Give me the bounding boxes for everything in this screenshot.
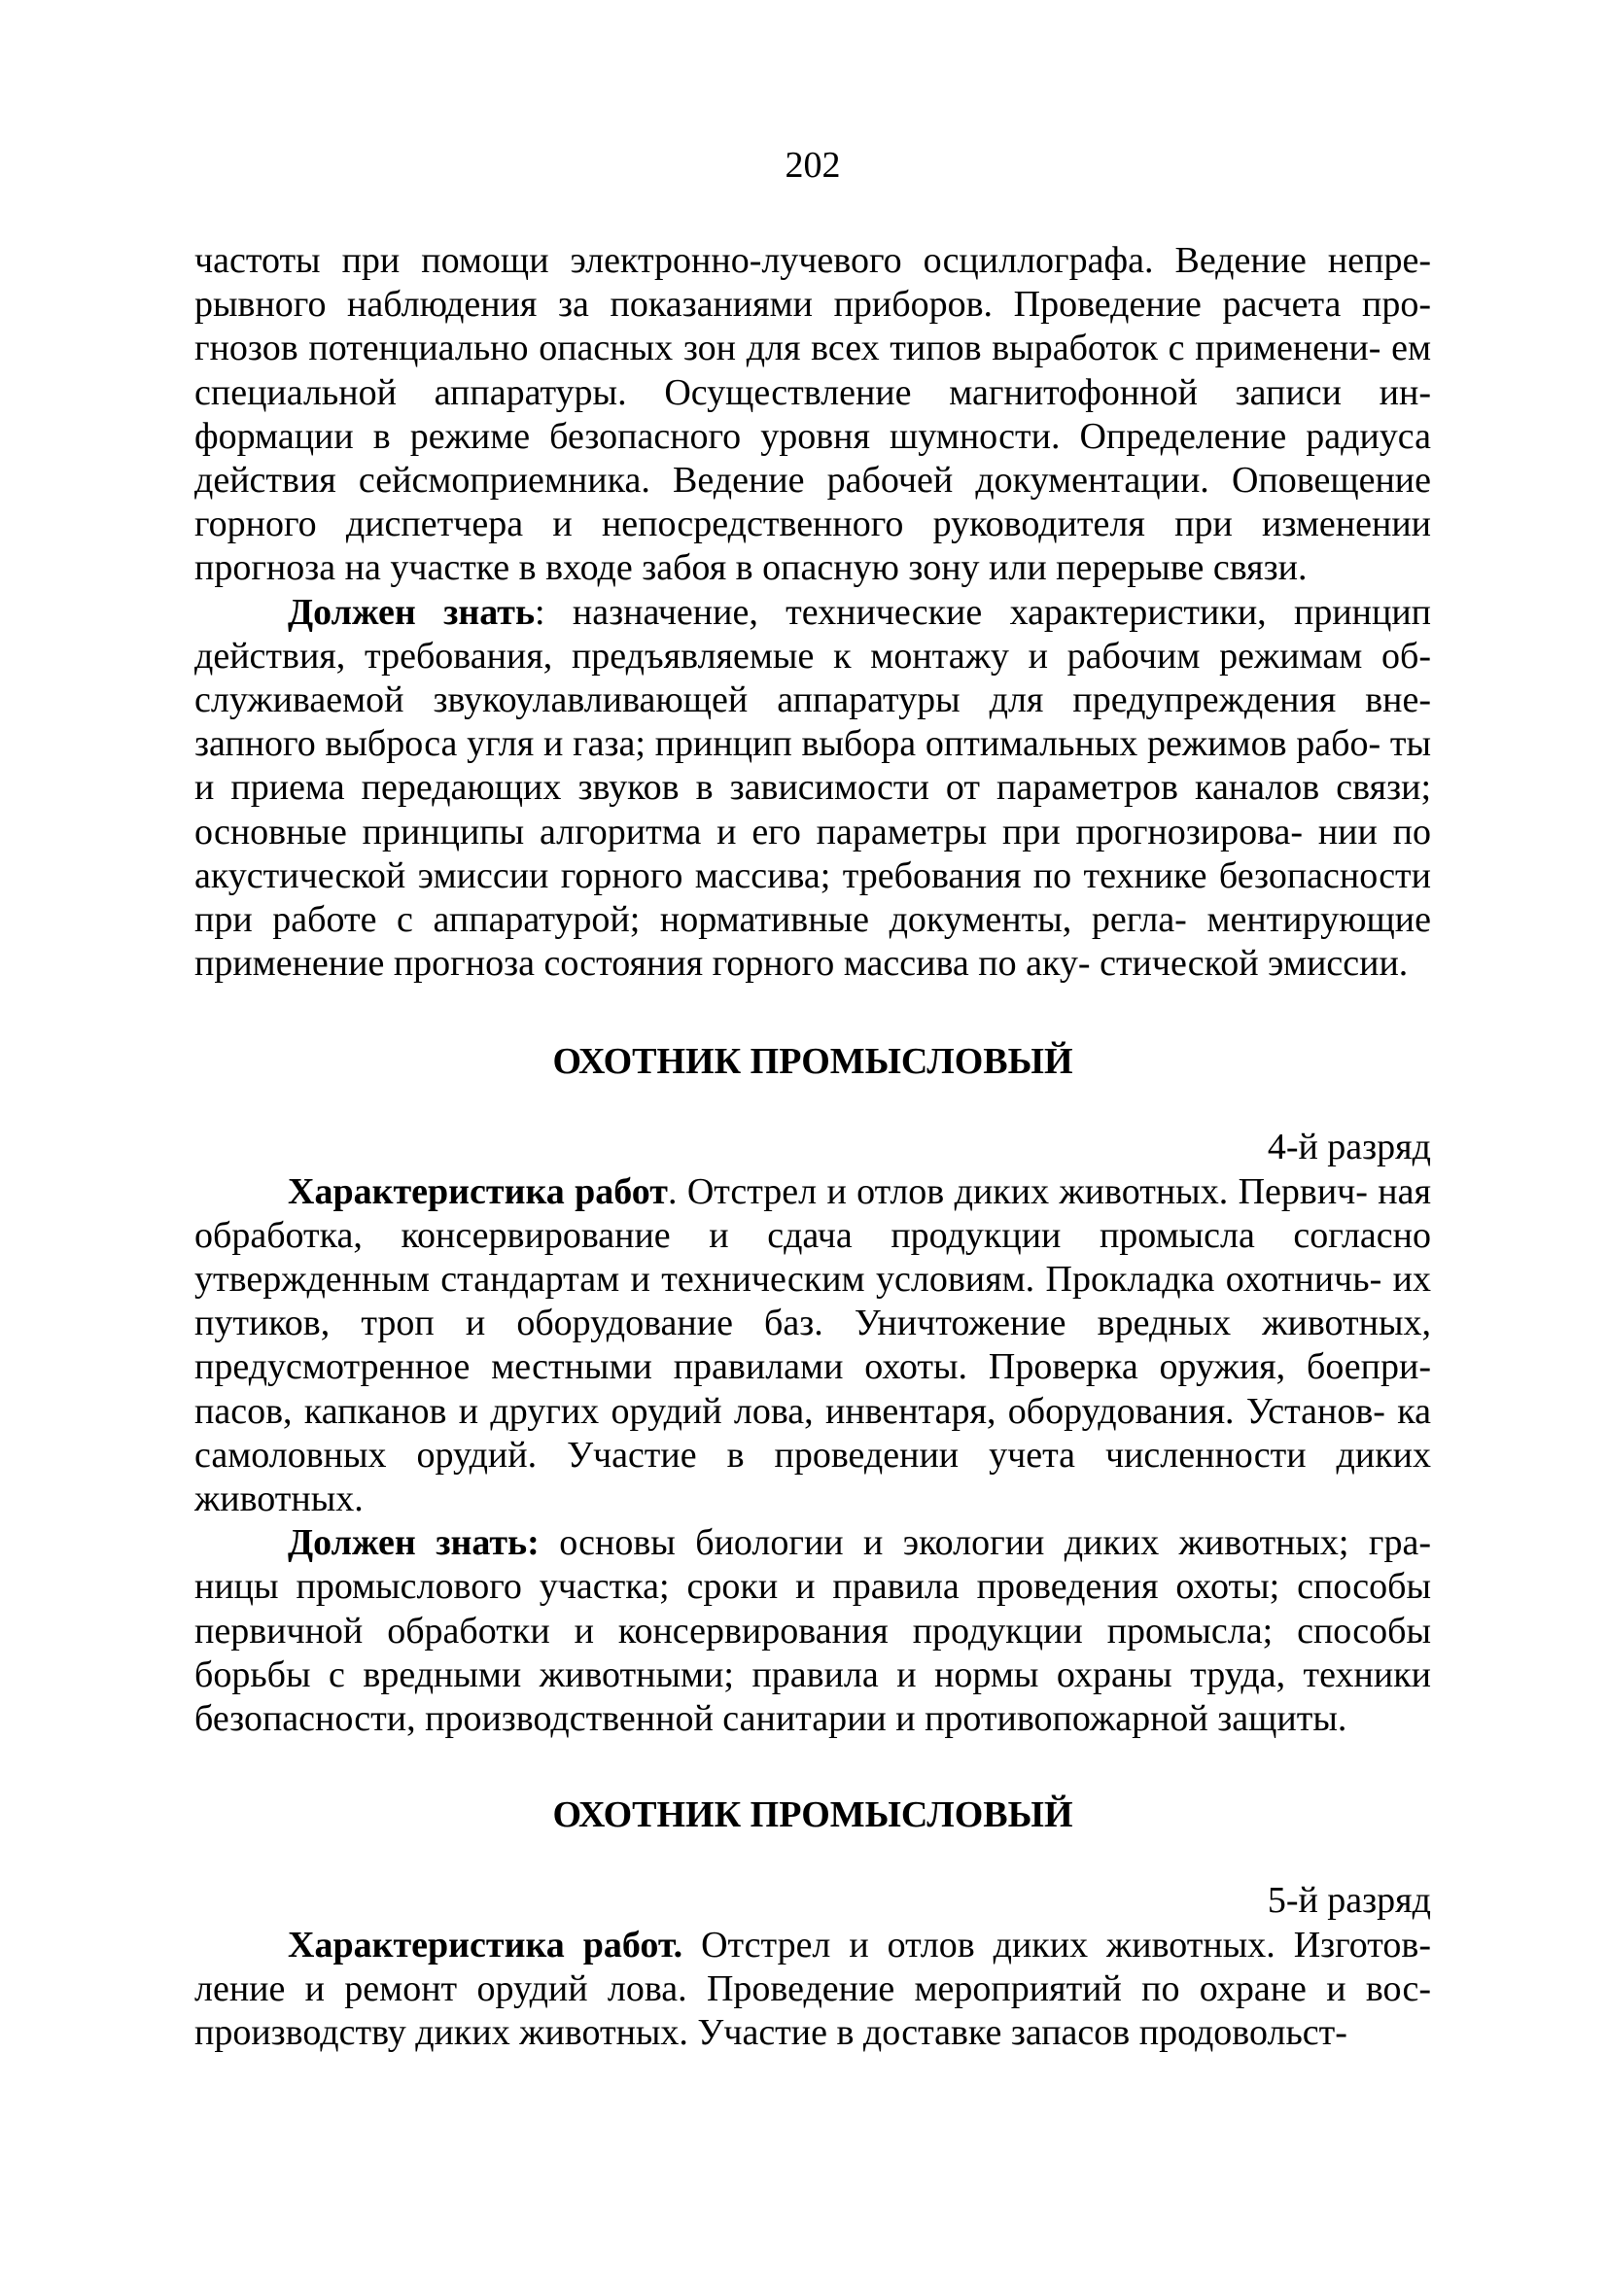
paragraph-work-characteristic-5 bbox=[194, 1924, 1431, 2056]
work-characteristic-label: Характеристика работ. bbox=[288, 1924, 683, 1966]
page-number: 202 bbox=[785, 145, 841, 186]
must-know-label: Должен знать bbox=[288, 591, 536, 633]
grade-5: 5-й разряд bbox=[1267, 1880, 1431, 1922]
must-know-label: Должен знать: bbox=[288, 1522, 540, 1564]
grade-4: 4-й разряд bbox=[1267, 1127, 1431, 1168]
work-characteristic-text: . Отстрел и отлов диких животных. Первич- ная обработка, консервирование и сдача продукции промысла согласно утвержденным стандартам и техническим условиям. Прокладка охотничь- их путиков, троп и оборудование баз. Уничтожение вредных животных, предусмотренное местными правилами охоты. Проверка оружия, боепри- пасов, капканов и других орудий лова, инвентаря, оборудования. Установ- ка самоловных орудий. Участие в проведении учета численности диких животных. bbox=[194, 1170, 1431, 1520]
document-page bbox=[194, 146, 1431, 2055]
paragraph-work-characteristic-4 bbox=[194, 1170, 1431, 1522]
section-title-hunter-5: ОХОТНИК ПРОМЫСЛОВЫЙ bbox=[552, 1794, 1073, 1836]
paragraph-must-know-4 bbox=[194, 1521, 1431, 1741]
work-characteristic-label: Характеристика работ bbox=[288, 1170, 668, 1212]
section-title-hunter-4: ОХОТНИК ПРОМЫСЛОВЫЙ bbox=[552, 1041, 1073, 1083]
must-know-text: : назначение, технические характеристики, принцип действия, требования, предъявляемые к монтажу и рабочим режимам об- служиваемой звукоулавливающей аппаратуры для предупреждения вне- запного выброса угля и газа; принцип выбора оптимальных режимов рабо- ты и приема передающих звуков в зависимости от параметров каналов связи; основные принципы алгоритма и его параметры при прогнозирова- нии по акустической эмиссии горного массива; требования по технике безопасности при работе с аппаратурой; нормативные документы, регла- ментирующие применение прогноза состояния горного массива по аку- стической эмиссии. bbox=[194, 591, 1432, 985]
paragraph-must-know-1 bbox=[194, 591, 1431, 987]
paragraph-continuation: частоты при помощи электронно-лучевого осциллографа. Ведение непре- рывного наблюдения за показаниями приборов. Проведение расчета про- гнозов потенциально опасных зон для всех типов выработок с применени- ем специальной аппаратуры. Осуществление магнитофонной записи ин- формации в режиме безопасного уровня шумности. Определение радиуса действия сейсмоприемника. Ведение рабочей документации. Оповещение горного диспетчера и непосредственного руководителя при изменении прогноза на участке в входе забоя в опасную зону или перерыве связи. bbox=[194, 240, 1431, 589]
must-know-text: основы биологии и экологии диких животных; гра- ницы промыслового участка; сроки и правила проведения охоты; способы первичной обработки и консервирования продукции промысла; способы борьбы с вредными животными; правила и нормы охраны труда, техники безопасности, производственной санитарии и противопожарной защиты. bbox=[194, 1522, 1431, 1740]
work-characteristic-text: Отстрел и отлов диких животных. Изготов- ление и ремонт орудий лова. Проведение мероприятий по охране и вос- производству диких животных. Участие в доставке запасов продовольст- bbox=[194, 1924, 1432, 2053]
